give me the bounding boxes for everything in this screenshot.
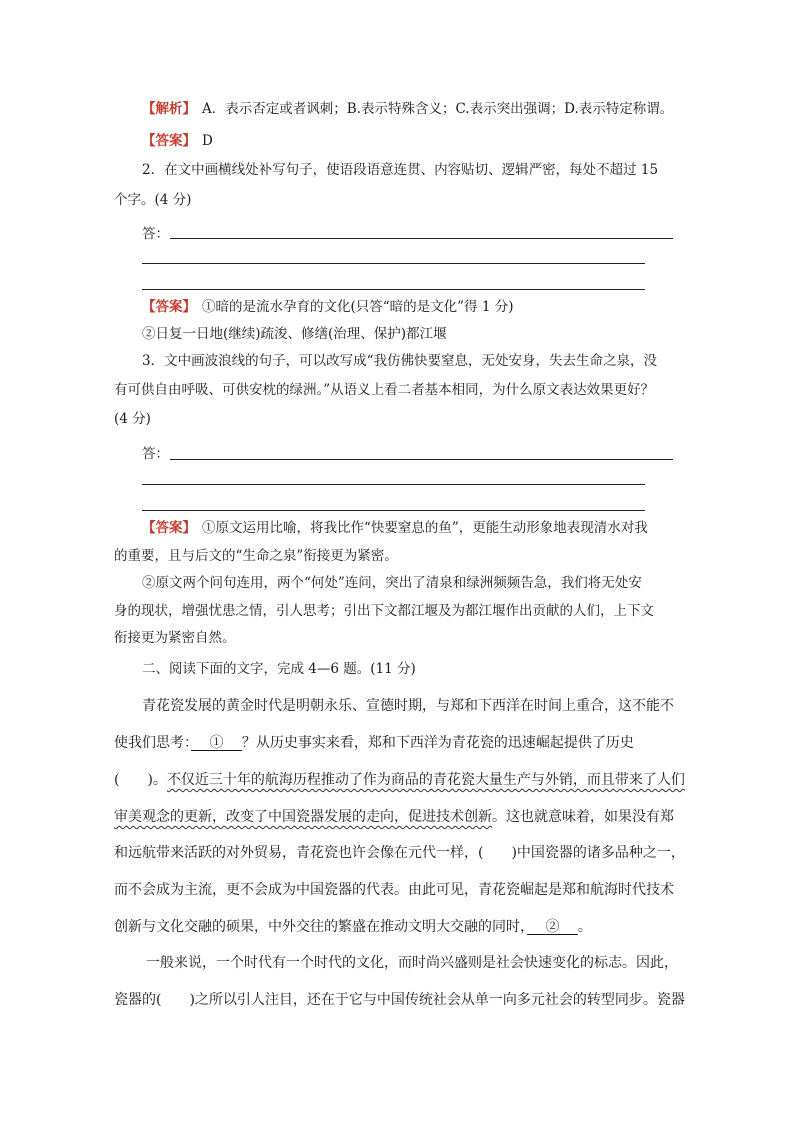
passage-text: ( )。 <box>114 772 167 788</box>
passage-text: ？从历史事实来看，郑和下西洋为青花瓷的迅速崛起提供了历史 <box>241 735 634 751</box>
q1-answer <box>142 131 213 151</box>
q2-stem-line2: 个字。(4 分) <box>114 192 192 208</box>
q2-answer-line-1[interactable] <box>170 238 673 239</box>
q2-answer-line1: ①暗的是流水孕育的文化(只答“暗的是文化”得 1 分) <box>202 299 514 315</box>
q3-answer <box>142 518 648 538</box>
q1-analysis <box>142 99 673 119</box>
answer-tag: 【答案】 <box>142 133 196 149</box>
fill-blank-1[interactable]: ① <box>191 735 242 751</box>
passage-text: 。 <box>577 919 592 935</box>
passage-line: 青花瓷发展的黄金时代是明朝永乐、宣德时期，与郑和下西洋在时间上重合，这不能不 <box>142 698 674 714</box>
analysis-tag: 【解析】 <box>142 101 196 117</box>
q2-answer-prompt: 答： <box>142 226 169 242</box>
q3-answer-line3: ②原文两个问句连用，两个“何处”连问，突出了清泉和绿洲频频告急，我们将无处安 <box>142 575 642 591</box>
q3-answer-line1: ①原文运用比喻，将我比作“快要窒息的鱼”，更能生动形象地表现清水对我 <box>202 520 648 536</box>
passage-text: 使我们思考： <box>114 735 191 751</box>
wavy-underlined-text: 不仅近三十年的航海历程推动了作为商品的青花瓷大量生产与外销，而且带来了人们 <box>166 772 685 788</box>
q3-answer-prompt: 答： <box>142 446 169 462</box>
q3-answer-line5: 衔接更为紧密自然。 <box>114 630 236 646</box>
passage-line <box>114 807 674 827</box>
section-heading: 二、阅读下面的文字，完成 4—6 题。(11 分) <box>142 661 416 677</box>
q2-answer-line2: ②日复一日地(继续)疏浚、修缮(治理、保护)都江堰 <box>142 326 447 342</box>
passage-text: 创新与文化交融的硕果，中外交往的繁盛在推动文明大交融的同时， <box>114 919 527 935</box>
q2-answer <box>142 297 514 317</box>
passage-line: 一般来说，一个时代有一个时代的文化，而时尚兴盛则是社会快速变化的标志。因此， <box>146 955 678 971</box>
q2-answer-line-2[interactable] <box>142 263 645 264</box>
q3-answer-line4: 身的现状，增强忧患之情，引人思考；引出下文都江堰及为都江堰作出贡献的人们，上下文 <box>114 603 654 619</box>
passage-line: 和远航带来活跃的对外贸易，青花瓷也许会像在元代一样，( )中国瓷器的诸多品种之一， <box>114 845 685 861</box>
q2-answer-line-3[interactable] <box>142 289 645 290</box>
q3-stem-line3: (4 分) <box>114 411 151 427</box>
passage-line <box>114 733 634 753</box>
analysis-text: A．表示否定或者讽刺；B.表示特殊含义；C.表示突出强调；D.表示特定称谓。 <box>202 101 674 117</box>
q2-stem-line1: 2．在文中画横线处补写句子，使语段语意连贯、内容贴切、逻辑严密，每处不超过 15 <box>142 162 659 178</box>
passage-line: 瓷器的( )之所以引人注目，还在于它与中国传统社会从单一向多元社会的转型同步。瓷器 <box>114 992 685 1008</box>
passage-text: 。这也就意味着，如果没有郑 <box>492 809 674 825</box>
wavy-underlined-text: 审美观念的更新，改变了中国瓷器发展的走向，促进技术创新 <box>114 809 492 825</box>
q3-stem-line1: 3．文中画波浪线的句子，可以改写成“我仿佛快要窒息，无处安身，失去生命之泉，没 <box>142 353 657 369</box>
answer-tag: 【答案】 <box>142 299 196 315</box>
q3-answer-line2: 的重要，且与后文的“生命之泉”衔接更为紧密。 <box>114 548 398 564</box>
passage-line <box>114 770 685 790</box>
passage-line: 而不会成为主流，更不会成为中国瓷器的代表。由此可见，青花瓷崛起是郑和航海时代技术 <box>114 882 674 898</box>
q3-answer-line-3[interactable] <box>142 510 645 511</box>
answer-text: D <box>202 133 213 149</box>
passage-line <box>114 917 592 937</box>
fill-blank-2[interactable]: ② <box>527 919 578 935</box>
q3-stem-line2: 有可供自由呼吸、可供安枕的绿洲。”从语义上看二者基本相同，为什么原文表达效果更好？ <box>114 382 655 398</box>
q3-answer-line-2[interactable] <box>142 484 645 485</box>
q3-answer-line-1[interactable] <box>170 459 673 460</box>
answer-tag: 【答案】 <box>142 520 196 536</box>
